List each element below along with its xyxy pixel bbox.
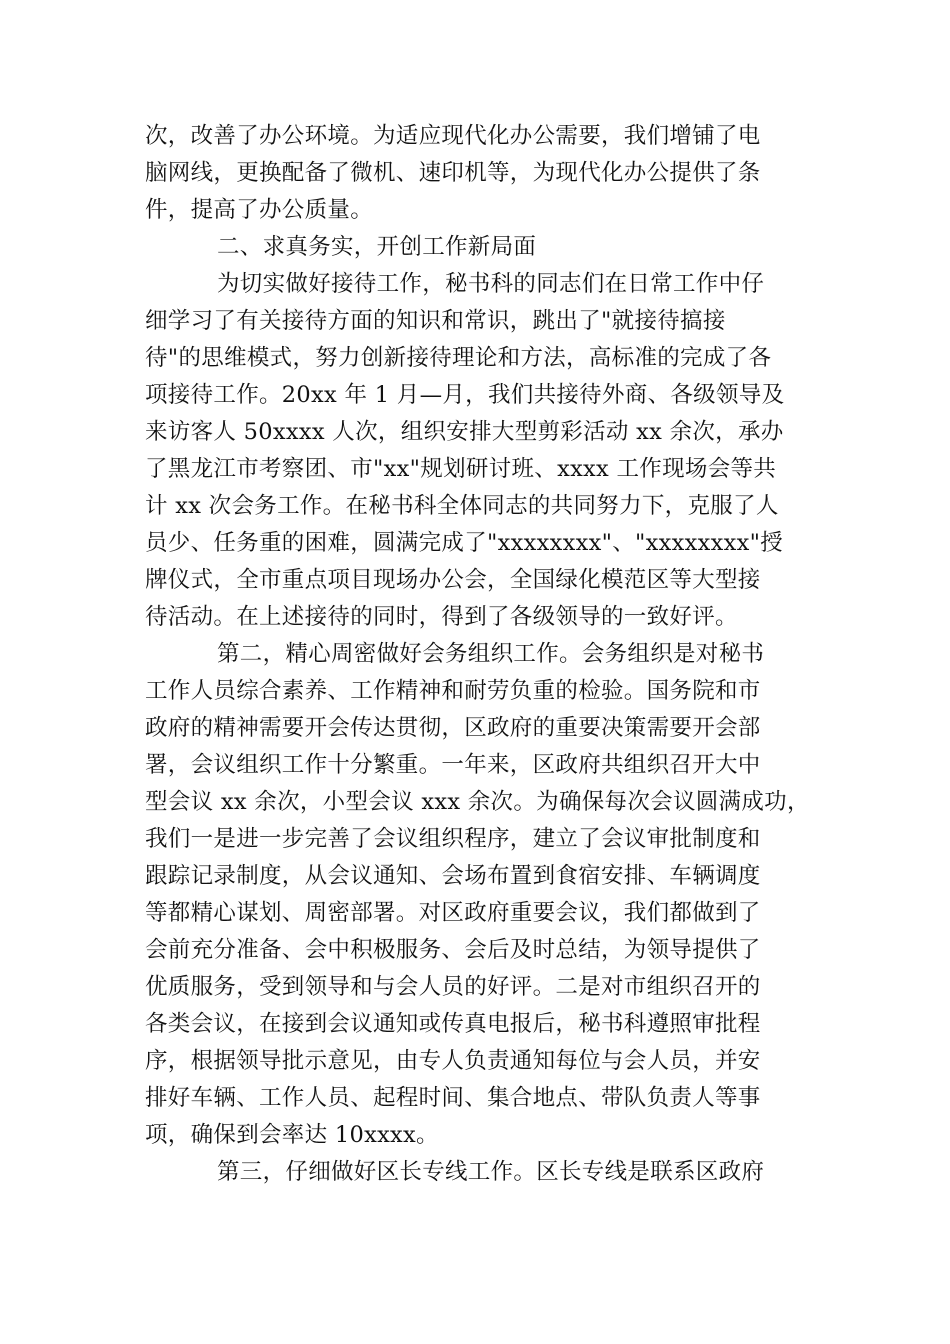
section-heading: 二、求真务实，开创工作新局面 bbox=[217, 234, 537, 260]
text-line: 政府的精神需要开会传达贯彻，区政府的重要决策需要开会部 bbox=[145, 715, 761, 741]
text-line: 跟踪记录制度，从会议通知、会场布置到食宿安排、车辆调度 bbox=[145, 863, 761, 889]
text-line: 员少、任务重的困难，圆满完成了"xxxxxxxx"、"xxxxxxxx"授 bbox=[145, 530, 784, 556]
text-line: 等都精心谋划、周密部署。对区政府重要会议，我们都做到了 bbox=[145, 900, 761, 926]
text-line: 署，会议组织工作十分繁重。一年来，区政府共组织召开大中 bbox=[145, 752, 761, 778]
text-line: 细学习了有关接待方面的知识和常识，跳出了"就接待搞接 bbox=[145, 308, 726, 334]
text-line: 项接待工作。20xx 年 1 月—月，我们共接待外商、各级领导及 bbox=[145, 382, 785, 408]
text-line: 次，改善了办公环境。为适应现代化办公需要，我们增铺了电 bbox=[145, 123, 761, 149]
text-line: 来访客人 50xxxx 人次，组织安排大型剪彩活动 xx 余次，承办 bbox=[145, 419, 784, 445]
text-line: 脑网线，更换配备了微机、速印机等，为现代化办公提供了条 bbox=[145, 160, 761, 186]
text-line: 计 xx 次会务工作。在秘书科全体同志的共同努力下，克服了人 bbox=[145, 493, 779, 519]
text-line: 优质服务，受到领导和与会人员的好评。二是对市组织召开的 bbox=[145, 974, 761, 1000]
text-line: 待"的思维模式，努力创新接待理论和方法，高标准的完成了各 bbox=[145, 345, 772, 371]
text-line: 我们一是进一步完善了会议组织程序，建立了会议审批制度和 bbox=[145, 826, 761, 852]
text-line: 件，提高了办公质量。 bbox=[145, 197, 374, 223]
text-line: 工作人员综合素养、工作精神和耐劳负重的检验。国务院和市 bbox=[145, 678, 761, 704]
text-line: 序，根据领导批示意见，由专人负责通知每位与会人员，并安 bbox=[145, 1048, 761, 1074]
text-line: 排好车辆、工作人员、起程时间、集合地点、带队负责人等事 bbox=[145, 1085, 761, 1111]
text-line: 了黑龙江市考察团、市"xx"规划研讨班、xxxx 工作现场会等共 bbox=[145, 456, 777, 482]
paragraph-first-line: 第二，精心周密做好会务组织工作。会务组织是对秘书 bbox=[217, 641, 765, 667]
text-line: 型会议 xx 余次，小型会议 xxx 余次。为确保每次会议圆满成功， bbox=[145, 789, 810, 815]
paragraph-first-line: 第三，仔细做好区长专线工作。区长专线是联系区政府 bbox=[217, 1159, 765, 1185]
text-line: 待活动。在上述接待的同时，得到了各级领导的一致好评。 bbox=[145, 604, 738, 630]
text-line: 项，确保到会率达 10xxxx。 bbox=[145, 1122, 439, 1148]
text-line: 牌仪式，全市重点项目现场办公会，全国绿化模范区等大型接 bbox=[145, 567, 761, 593]
paragraph-first-line: 为切实做好接待工作，秘书科的同志们在日常工作中仔 bbox=[217, 271, 765, 297]
text-line: 各类会议，在接到会议通知或传真电报后，秘书科遵照审批程 bbox=[145, 1011, 761, 1037]
text-line: 会前充分准备、会中积极服务、会后及时总结，为领导提供了 bbox=[145, 937, 761, 963]
document-body bbox=[145, 118, 815, 1191]
